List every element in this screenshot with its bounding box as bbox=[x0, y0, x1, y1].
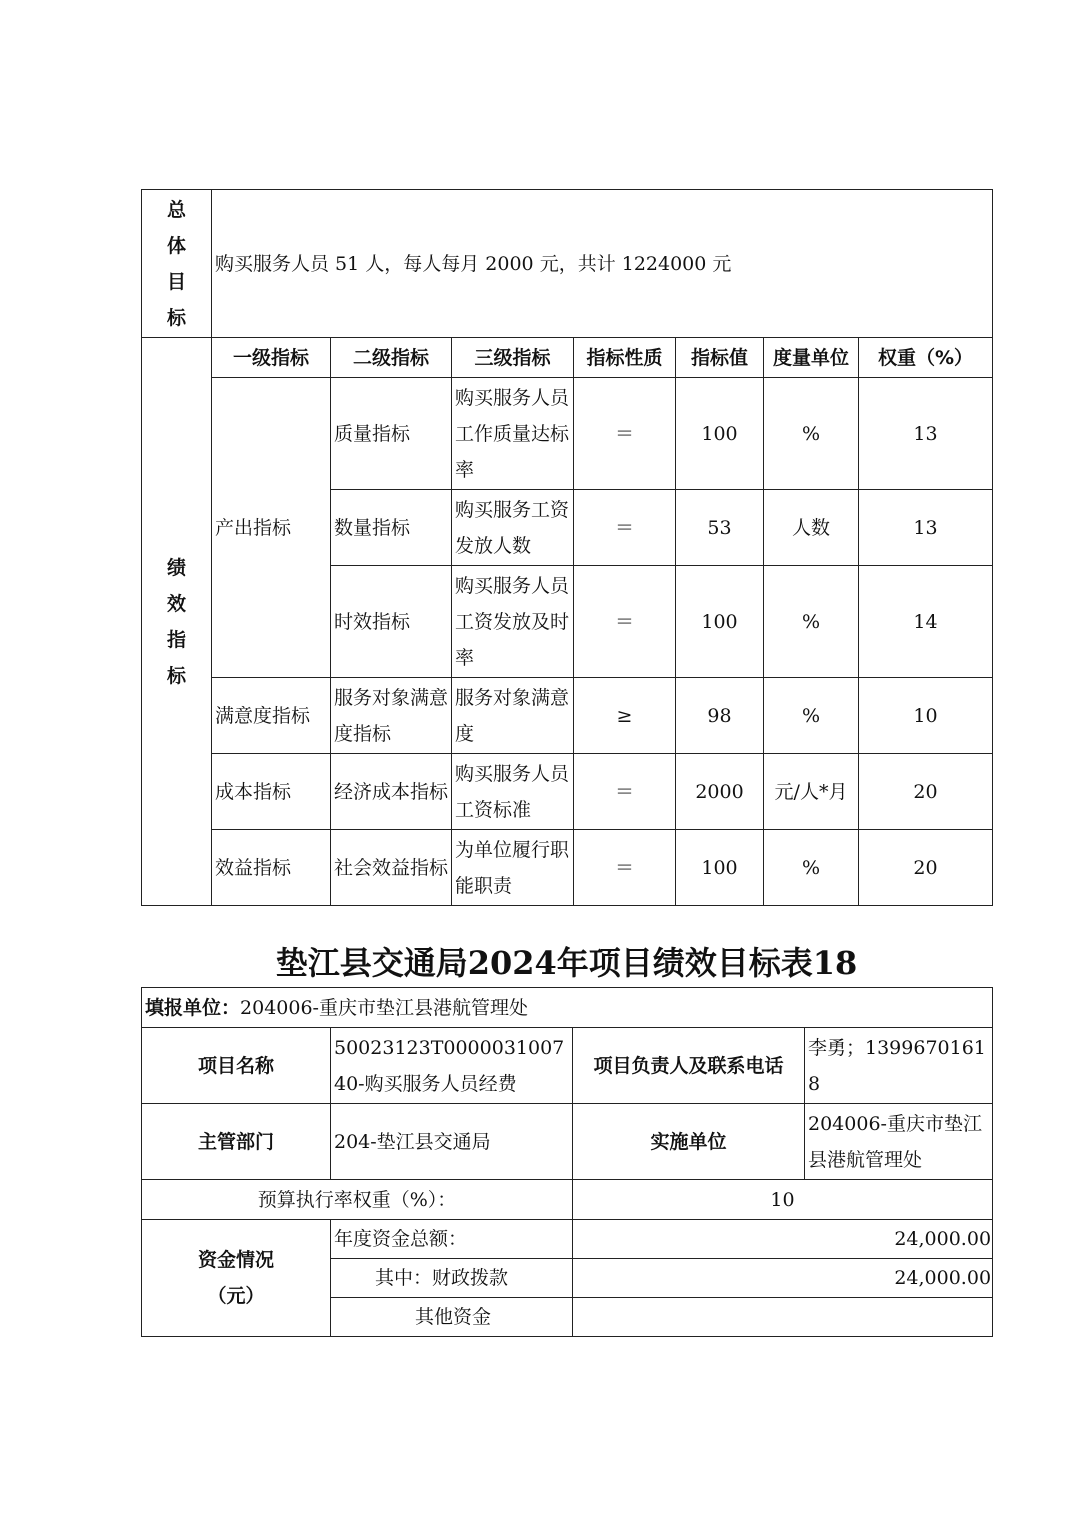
header-weight: 权重（%） bbox=[859, 338, 993, 378]
goal-row bbox=[142, 190, 993, 338]
project-name-label: 项目名称 bbox=[142, 1028, 331, 1104]
goal-text: 购买服务人员 51 人，每人每月 2000 元，共计 1224000 元 bbox=[212, 190, 993, 338]
header-unit: 度量单位 bbox=[764, 338, 859, 378]
header-l1: 一级指标 bbox=[212, 338, 331, 378]
cell-l3: 服务对象满意度 bbox=[452, 678, 574, 754]
filler-value: 204006-重庆市垫江县港航管理处 bbox=[240, 996, 528, 1019]
cell-nature: ＝ bbox=[574, 754, 676, 830]
cell-weight: 14 bbox=[859, 566, 993, 678]
fiscal-label: 其中：财政拨款 bbox=[331, 1259, 573, 1298]
project-info-table bbox=[141, 987, 993, 1337]
filler-row bbox=[142, 988, 993, 1028]
dept-label: 主管部门 bbox=[142, 1104, 331, 1180]
cell-unit: 人数 bbox=[764, 490, 859, 566]
annual-total-label: 年度资金总额： bbox=[331, 1220, 573, 1259]
funds-row bbox=[142, 1220, 993, 1259]
cell-l3: 购买服务人员工资发放及时率 bbox=[452, 566, 574, 678]
cell-unit: % bbox=[764, 566, 859, 678]
cell-l3: 购买服务人员工资标准 bbox=[452, 754, 574, 830]
impl-value: 204006-重庆市垫江县港航管理处 bbox=[805, 1104, 993, 1180]
performance-label: 绩 效 指 标 bbox=[142, 338, 212, 906]
cell-nature: ＝ bbox=[574, 490, 676, 566]
cell-l3: 购买服务人员工作质量达标率 bbox=[452, 378, 574, 490]
cell-l2: 质量指标 bbox=[331, 378, 452, 490]
other-label: 其他资金 bbox=[331, 1298, 573, 1337]
annual-total-value: 24,000.00 bbox=[573, 1220, 993, 1259]
cell-l2: 经济成本指标 bbox=[331, 754, 452, 830]
budget-rate-row bbox=[142, 1180, 993, 1220]
cell-weight: 10 bbox=[859, 678, 993, 754]
cell-nature: ＝ bbox=[574, 566, 676, 678]
header-value: 指标值 bbox=[676, 338, 764, 378]
dept-row bbox=[142, 1104, 993, 1180]
table-row bbox=[142, 830, 993, 906]
header-l2: 二级指标 bbox=[331, 338, 452, 378]
table-row bbox=[142, 378, 993, 490]
dept-value: 204-垫江县交通局 bbox=[331, 1104, 573, 1180]
header-row bbox=[142, 338, 993, 378]
impl-label: 实施单位 bbox=[573, 1104, 805, 1180]
header-l3: 三级指标 bbox=[452, 338, 574, 378]
cell-unit: % bbox=[764, 378, 859, 490]
cell-l1: 满意度指标 bbox=[212, 678, 331, 754]
manager-value: 李勇；13996701618 bbox=[805, 1028, 993, 1104]
budget-rate-label: 预算执行率权重（%）： bbox=[142, 1180, 573, 1220]
cell-l1: 产出指标 bbox=[212, 378, 331, 678]
project-name-value: 50023123T000003100740-购买服务人员经费 bbox=[331, 1028, 573, 1104]
filler-label: 填报单位： bbox=[145, 996, 241, 1019]
cell-value: 2000 bbox=[676, 754, 764, 830]
performance-table bbox=[141, 189, 993, 906]
table-row bbox=[142, 678, 993, 754]
cell-value: 100 bbox=[676, 830, 764, 906]
cell-nature: ＝ bbox=[574, 378, 676, 490]
cell-value: 98 bbox=[676, 678, 764, 754]
fiscal-value: 24,000.00 bbox=[573, 1259, 993, 1298]
cell-unit: % bbox=[764, 678, 859, 754]
cell-l2: 数量指标 bbox=[331, 490, 452, 566]
filler-cell bbox=[142, 988, 993, 1028]
project-name-row bbox=[142, 1028, 993, 1104]
other-value bbox=[573, 1298, 993, 1337]
cell-l1: 成本指标 bbox=[212, 754, 331, 830]
table-row bbox=[142, 754, 993, 830]
funds-unit: （元） bbox=[207, 1285, 265, 1307]
cell-l3: 为单位履行职能职责 bbox=[452, 830, 574, 906]
cell-l2: 时效指标 bbox=[331, 566, 452, 678]
page-title: 垫江县交通局2024年项目绩效目标表18 bbox=[275, 944, 858, 982]
header-nature: 指标性质 bbox=[574, 338, 676, 378]
cell-l2: 社会效益指标 bbox=[331, 830, 452, 906]
cell-l1: 效益指标 bbox=[212, 830, 331, 906]
cell-weight: 20 bbox=[859, 754, 993, 830]
cell-weight: 20 bbox=[859, 830, 993, 906]
cell-value: 53 bbox=[676, 490, 764, 566]
goal-label: 总 体 目 标 bbox=[142, 190, 212, 338]
funds-label: 资金情况 bbox=[197, 1249, 274, 1271]
manager-label: 项目负责人及联系电话 bbox=[573, 1028, 805, 1104]
funds-label-cell bbox=[142, 1220, 331, 1337]
budget-rate-value: 10 bbox=[573, 1180, 993, 1220]
cell-unit: 元/人*月 bbox=[764, 754, 859, 830]
cell-nature: ＝ bbox=[574, 830, 676, 906]
cell-unit: % bbox=[764, 830, 859, 906]
cell-weight: 13 bbox=[859, 378, 993, 490]
cell-weight: 13 bbox=[859, 490, 993, 566]
cell-value: 100 bbox=[676, 566, 764, 678]
cell-l3: 购买服务工资发放人数 bbox=[452, 490, 574, 566]
cell-nature: ≥ bbox=[574, 678, 676, 754]
cell-value: 100 bbox=[676, 378, 764, 490]
cell-l2: 服务对象满意度指标 bbox=[331, 678, 452, 754]
